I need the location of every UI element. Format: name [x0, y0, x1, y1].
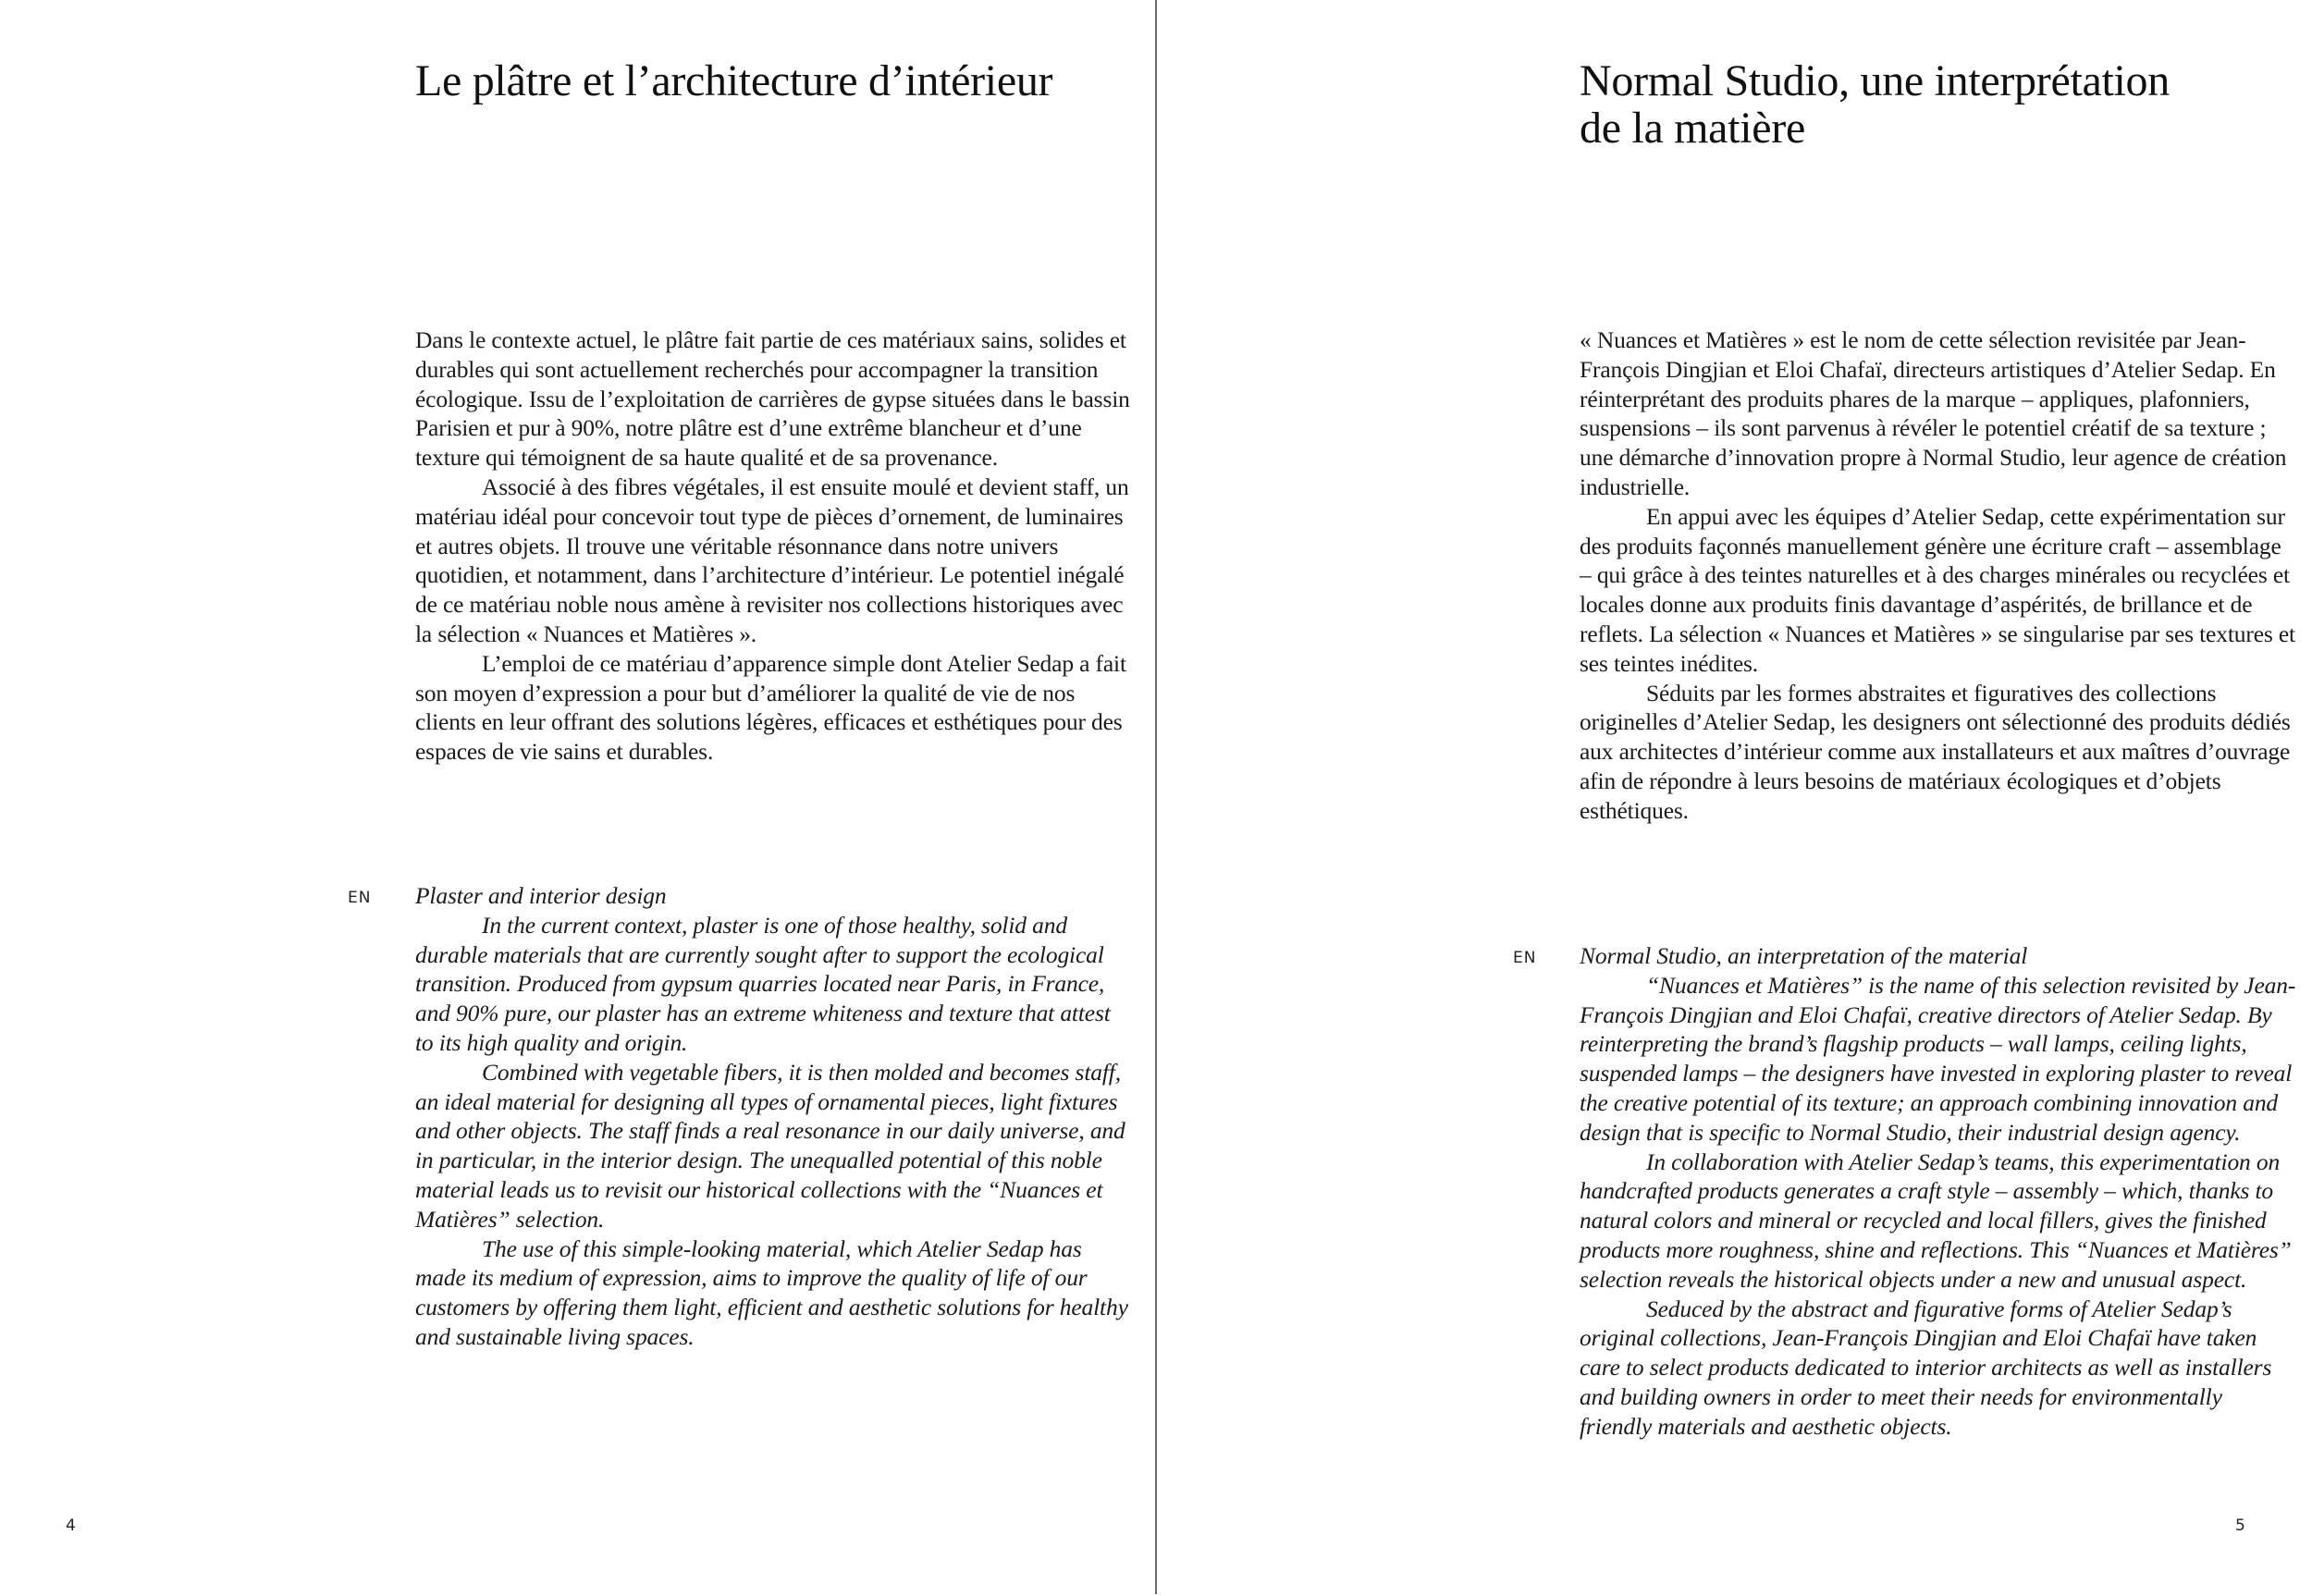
right-french-paragraph-1: « Nuances et Matières » est le nom de cette sélection revisitée par Jean-François Dingjian et Eloi Chafaï, directeurs artistiques d’Atelier Sedap. En réinterprétant des produits phares de la marque – appliques, plafonniers, suspensions – ils sont parvenus à révéler le potentiel créatif de sa texture ; une démarche d’innovation propre à Normal Studio, leur agence de création industrielle.	[1580, 326, 2287, 500]
right-english-paragraph-2: In collaboration with Atelier Sedap’s teams, this experimentation on handcrafted products generates a craft style – assembly – which, thanks to natural colors and mineral or recycled and local fillers, gives the finished products more roughness, shine and reflections. This “Nuances et Matières” selection reveals the historical objects under a new and unusual aspect.	[1580, 1148, 2292, 1293]
left-english-paragraph-3: The use of this simple-looking material, which Atelier Sedap has made its medium of expression, aims to improve the quality of life of our customers by offering them light, efficient and aesthetic solutions for healthy and sustainable living spaces.	[415, 1234, 1128, 1350]
left-french-body	[415, 325, 1132, 767]
left-english-paragraph-2: Combined with vegetable fibers, it is then molded and becomes staff, an ideal material for designing all types of ornamental pieces, light fixtures and other objects. The staff finds a real resonance in our daily universe, and in particular, in the interior design. The unequalled potential of this noble material leads us to revisit our historical collections with the “Nuances et Matières” selection.	[415, 1058, 1125, 1233]
right-english-heading: Normal Studio, an interpretation of the material	[1580, 942, 2028, 969]
left-english-paragraph-1: In the current context, plaster is one of those healthy, solid and durable materials that are currently sought after to support the ecological transition. Produced from gypsum quarries located near Paris, in France, and 90% pure, our plaster has an extreme whiteness and texture that attest to its high quality and origin.	[415, 911, 1111, 1056]
left-page-title: Le plâtre et l’architecture d’intérieur	[415, 56, 1053, 105]
right-page-number: 5	[2235, 1516, 2245, 1535]
left-french-paragraph-2: Associé à des fibres végétales, il est ensuite moulé et devient staff, un matériau idéal pour concevoir tout type de pièces d’ornement, de luminaires et autres objets. Il trouve une véritable résonnance dans notre univers quotidien, et notamment, dans l’architecture d’intérieur. Le potentiel inégalé de ce matériau noble nous amène à revisiter nos collections historiques avec la sélection « Nuances et Matières ».	[415, 473, 1129, 647]
right-french-body	[1580, 325, 2296, 826]
right-title-line-2: de la matière	[1580, 104, 1805, 153]
left-page-number: 4	[66, 1516, 76, 1535]
right-french-paragraph-3: Séduits par les formes abstraites et figuratives des collections originelles d’Atelier Sedap, les designers ont sélectionné des produits dédiés aux architectes d’intérieur comme aux installateurs et aux maîtres d’ouvrage afin de répondre à leurs besoins de matériaux écologiques et d’objets esthétiques.	[1580, 679, 2291, 824]
left-language-label: EN	[348, 889, 372, 907]
left-french-paragraph-1: Dans le contexte actuel, le plâtre fait partie de ces matériaux sains, solides et durables qui sont actuellement recherchés pour accompagner la transition écologique. Issu de l’exploitation de carrières de gypse situées dans le bassin Parisien et pur à 90%, notre plâtre est d’une extrême blancheur et d’une texture qui témoignent de sa haute qualité et de sa provenance.	[415, 326, 1130, 472]
left-english-body	[415, 881, 1132, 1352]
spread-gutter-divider	[1155, 0, 1157, 1594]
left-french-paragraph-3: L’emploi de ce matériau d’apparence simple dont Atelier Sedap a fait son moyen d’expression a pour but d’améliorer la qualité de vie de nos clients en leur offrant des solutions légères, efficaces et esthétiques pour des espaces de vie sains et durables.	[415, 649, 1126, 766]
right-english-paragraph-3: Seduced by the abstract and figurative forms of Atelier Sedap’s original collections, Jean-François Dingjian and Eloi Chafaï have taken care to select products dedicated to interior architects as well as installers and building owners in order to meet their needs for environmentally friendly materials and aesthetic objects.	[1580, 1295, 2272, 1440]
right-page-title	[1580, 57, 2282, 152]
right-english-body	[1580, 941, 2296, 1442]
right-title-line-1: Normal Studio, une interprétation	[1580, 56, 2170, 105]
right-language-label: EN	[1513, 949, 1537, 967]
right-english-paragraph-1: “Nuances et Matières” is the name of this selection revisited by Jean-François Dingjian and Eloi Chafaï, creative directors of Atelier Sedap. By reinterpreting the brand’s flagship products – wall lamps, ceiling lights, suspended lamps – the designers have invested in exploring plaster to reveal the creative potential of its texture; an approach combining innovation and design that is specific to Normal Studio, their industrial design agency.	[1580, 971, 2296, 1146]
right-french-paragraph-2: En appui avec les équipes d’Atelier Sedap, cette expérimentation sur des produits façonnés manuellement génère une écriture craft – assemblage – qui grâce à des teintes naturelles et à des charges minérales ou recyclées et locales donne aux produits finis davantage d’aspérités, de brillance et de reflets. La sélection « Nuances et Matières » se singularise par ses textures et ses teintes inédites.	[1580, 502, 2295, 677]
left-english-heading: Plaster and interior design	[415, 882, 667, 909]
